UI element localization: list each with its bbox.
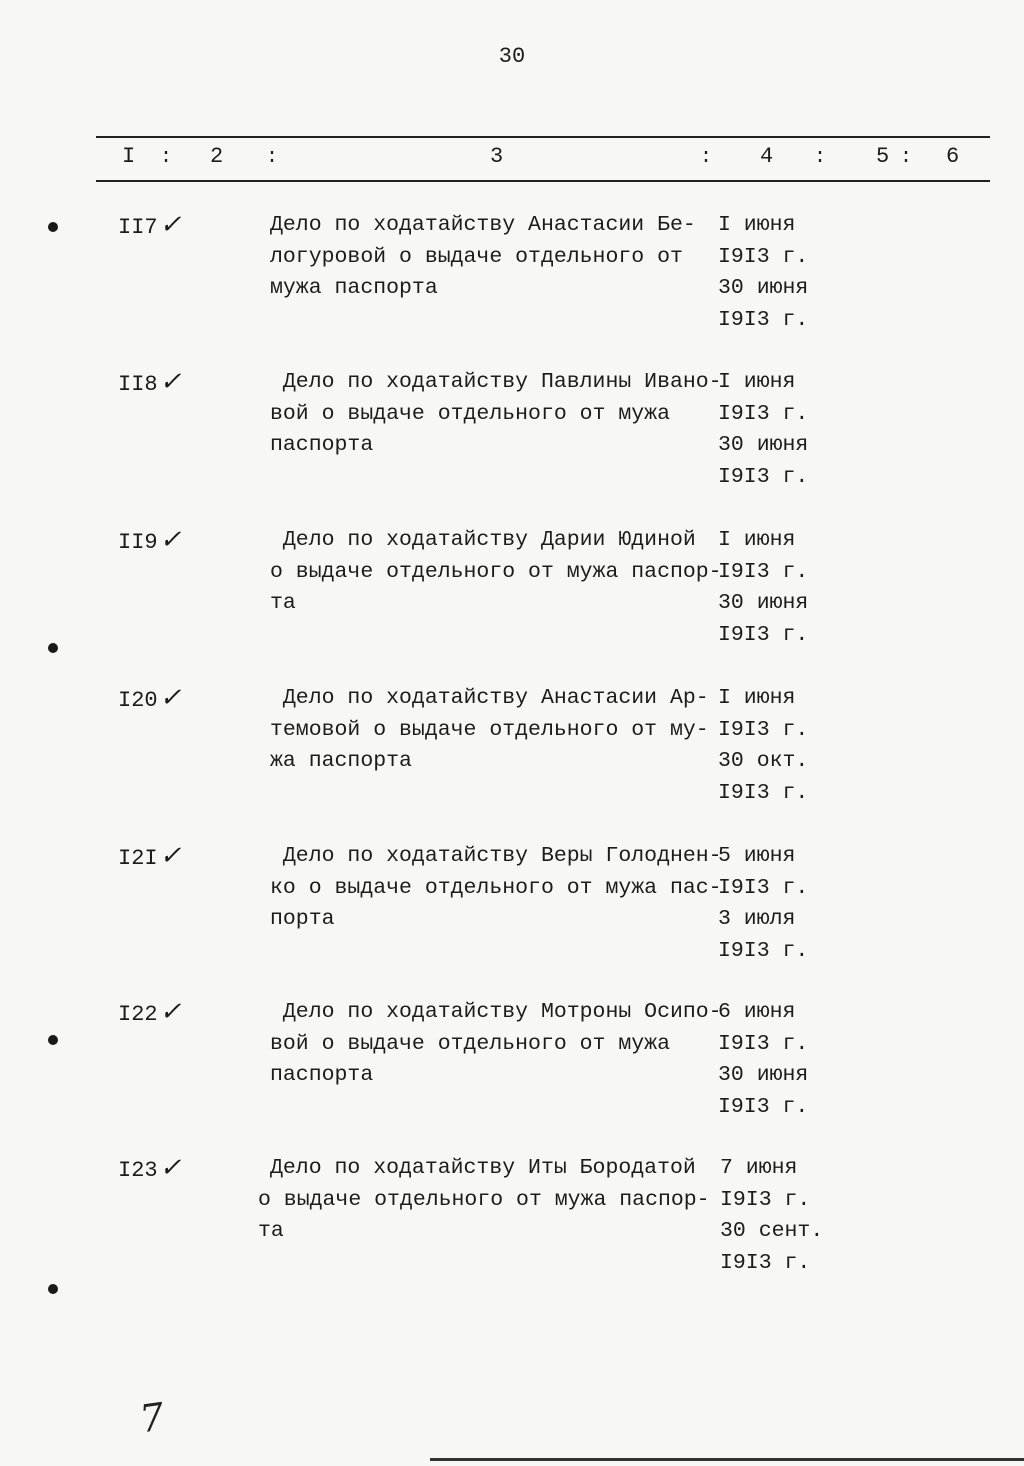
start-year: I9I3 г. [718, 875, 809, 900]
description-line: Дело по ходатайству Веры Голоднен- [270, 844, 722, 868]
description-line: та [270, 591, 296, 615]
end-date: 30 июня [718, 1063, 809, 1087]
binder-hole-icon [48, 1284, 58, 1294]
column-5-header: 5 [876, 144, 890, 169]
description-line: порта [270, 907, 335, 931]
column-2-header: 2 [210, 144, 224, 169]
start-year: I9I3 г. [718, 401, 809, 426]
end-date: 30 июня [718, 276, 809, 300]
table-row [0, 367, 1024, 507]
description-line: паспорта [270, 433, 374, 457]
entry-number: I22 [118, 1002, 158, 1027]
start-year: I9I3 г. [718, 1031, 809, 1056]
entry-dates [718, 683, 808, 809]
end-year: I9I3 г. [720, 1250, 811, 1275]
description-line: та [258, 1219, 284, 1243]
checkmark-icon: ✓ [159, 367, 182, 397]
description-line: темовой о выдаче отдельного от му- [270, 717, 709, 742]
entry-description [270, 210, 696, 305]
entry-description [270, 367, 722, 462]
handwritten-mark: 7 [137, 1394, 168, 1442]
entry-description [258, 1153, 710, 1248]
binder-hole-icon [48, 643, 58, 653]
entry-number-cell [118, 1153, 181, 1183]
entry-number: I20 [118, 688, 158, 713]
page-number: 30 [498, 44, 526, 69]
column-4-header: 4 [760, 144, 774, 169]
entry-dates [718, 367, 808, 493]
entry-number-cell [118, 997, 181, 1027]
entry-number-cell [118, 525, 181, 555]
checkmark-icon: ✓ [159, 525, 182, 555]
end-year: I9I3 г. [718, 307, 809, 332]
entry-number-cell [118, 210, 181, 240]
start-year: I9I3 г. [718, 244, 809, 269]
description-line: о выдаче отдельного от мужа паспор- [258, 1187, 710, 1212]
column-separator: : [700, 146, 713, 169]
checkmark-icon: ✓ [159, 210, 182, 240]
entry-dates [718, 841, 808, 967]
description-line: жа паспорта [270, 749, 412, 773]
table-row [0, 210, 1024, 350]
entry-description [270, 841, 722, 936]
start-year: I9I3 г. [720, 1187, 811, 1212]
start-date: I июня [718, 686, 796, 710]
end-date: 30 сент. [720, 1219, 824, 1243]
end-date: 30 окт. [718, 749, 809, 773]
description-line: Дело по ходатайству Анастасии Ар- [270, 686, 709, 710]
column-3-header: 3 [490, 144, 504, 169]
column-separator: : [160, 146, 173, 169]
column-separator: : [900, 146, 913, 169]
table-row [0, 841, 1024, 981]
entry-number-cell [118, 367, 181, 397]
column-1-header: I [122, 144, 136, 169]
table-header-top-rule [96, 136, 990, 138]
description-line: ко о выдаче отдельного от мужа пас- [270, 875, 722, 900]
entry-description [270, 997, 722, 1092]
entry-number: II7 [118, 215, 158, 240]
description-line: паспорта [270, 1063, 374, 1087]
description-line: о выдаче отдельного от мужа паспор- [270, 559, 722, 584]
table-row [0, 683, 1024, 823]
end-date: 30 июня [718, 591, 809, 615]
entry-dates [718, 525, 808, 651]
entry-number: II9 [118, 530, 158, 555]
checkmark-icon: ✓ [159, 997, 182, 1027]
end-date: 3 июля [718, 907, 796, 931]
column-6-header: 6 [946, 144, 960, 169]
end-year: I9I3 г. [718, 464, 809, 489]
checkmark-icon: ✓ [159, 683, 182, 713]
description-line: Дело по ходатайству Дарии Юдиной [270, 528, 696, 552]
entry-dates [718, 210, 808, 336]
end-date: 30 июня [718, 433, 809, 457]
start-date: I июня [718, 528, 796, 552]
start-date: I июня [718, 370, 796, 394]
description-line: вой о выдаче отдельного от мужа [270, 1031, 670, 1056]
table-row [0, 1153, 1024, 1293]
binder-hole-icon [48, 1035, 58, 1045]
start-date: I июня [718, 213, 796, 237]
description-line: Дело по ходатайству Павлины Ивано- [270, 370, 722, 394]
start-date: 7 июня [720, 1156, 798, 1180]
entry-dates [718, 997, 808, 1123]
column-separator: : [814, 146, 827, 169]
description-line: Дело по ходатайству Мотроны Осипо- [270, 1000, 722, 1024]
checkmark-icon: ✓ [159, 1153, 182, 1183]
entry-description [270, 683, 709, 778]
end-year: I9I3 г. [718, 780, 809, 805]
end-year: I9I3 г. [718, 1094, 809, 1119]
column-separator: : [266, 146, 279, 169]
table-row [0, 997, 1024, 1137]
description-line: Дело по ходатайству Иты Бородатой [270, 1156, 696, 1180]
entry-description [270, 525, 722, 620]
entry-number: I2I [118, 846, 158, 871]
description-line: логуровой о выдаче отдельного от [270, 244, 683, 269]
table-header-bottom-rule [96, 180, 990, 182]
start-date: 6 июня [718, 1000, 796, 1024]
entry-number-cell [118, 841, 181, 871]
description-line: мужа паспорта [270, 276, 438, 300]
page-bottom-edge [430, 1458, 1024, 1461]
description-line: вой о выдаче отдельного от мужа [270, 401, 670, 426]
start-date: 5 июня [718, 844, 796, 868]
start-year: I9I3 г. [718, 559, 809, 584]
entry-dates [720, 1153, 823, 1279]
description-line: Дело по ходатайству Анастасии Бе- [270, 213, 696, 237]
entry-number: I23 [118, 1158, 158, 1183]
checkmark-icon: ✓ [159, 841, 182, 871]
table-row [0, 525, 1024, 665]
binder-hole-icon [48, 222, 58, 232]
end-year: I9I3 г. [718, 622, 809, 647]
start-year: I9I3 г. [718, 717, 809, 742]
entry-number: II8 [118, 372, 158, 397]
entry-number-cell [118, 683, 181, 713]
end-year: I9I3 г. [718, 938, 809, 963]
